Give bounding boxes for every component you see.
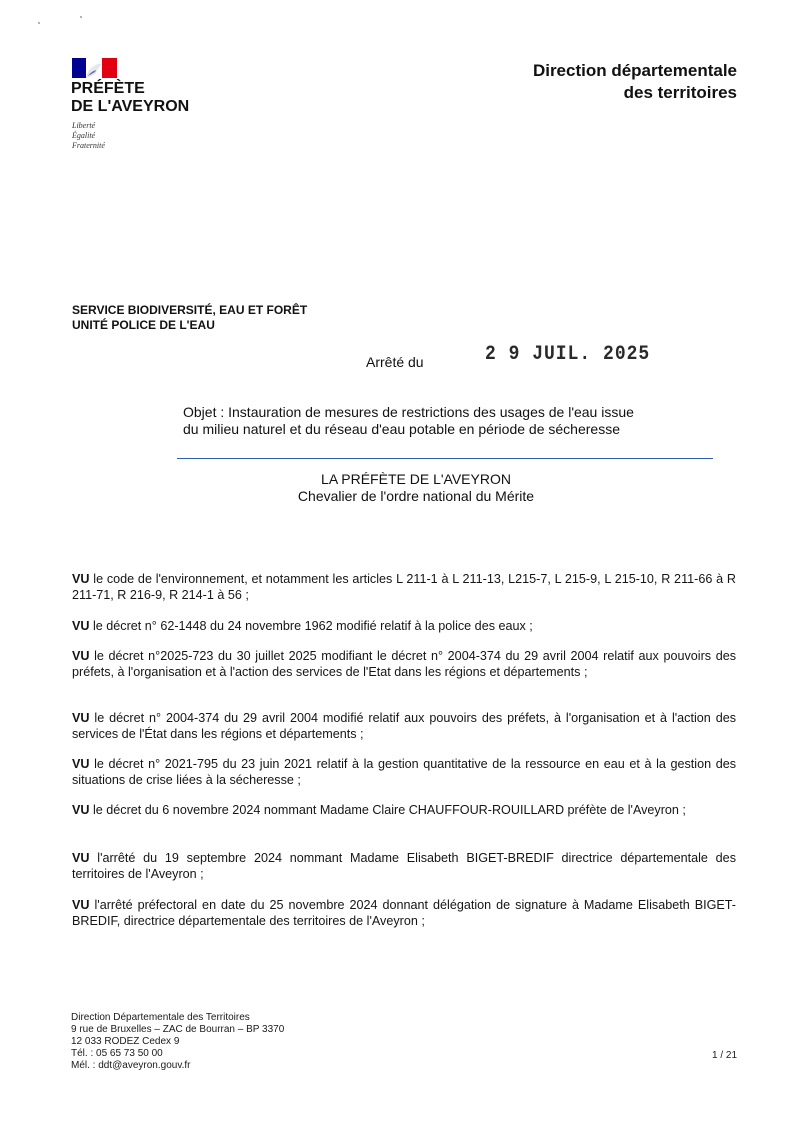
visa-keyword: VU [72, 619, 90, 633]
direction-line2: des territoires [623, 83, 737, 102]
visa-text: le décret n° 62-1448 du 24 novembre 1962 modifié relatif à la police des eaux ; [89, 619, 533, 633]
visa-text: le décret n° 2004-374 du 29 avril 2004 modifié relatif aux pouvoirs des préfets, à l'organisation et à l'action des services de l'État dans les régions et départements ; [72, 711, 736, 741]
direction-heading [533, 60, 737, 104]
prefete-subtitle: Chevalier de l'ordre national du Mérite [297, 488, 535, 504]
visa-item [72, 802, 736, 818]
visa-item [72, 710, 736, 742]
prefete-block [230, 471, 602, 505]
visa-text: l'arrêté préfectoral en date du 25 novembre 2024 donnant délégation de signature à Madame Elisabeth BIGET-BREDIF, directrice départementale des territoires de l'Aveyron ; [72, 898, 736, 928]
prefecture-name-line2: DE L'AVEYRON [71, 98, 190, 115]
motto-fraternite: Fraternité [72, 141, 105, 150]
visa-text: le décret du 6 novembre 2024 nommant Madame Claire CHAUFFOUR-ROUILLARD préfète de l'Aveyron ; [89, 803, 686, 817]
footer-phone: Tél. : 05 65 73 50 00 [71, 1048, 163, 1059]
prefecture-name-line1: PRÉFÈTE [71, 80, 145, 97]
footer-line1: Direction Départementale des Territoires [71, 1012, 250, 1023]
motto-egalite: Égalité [72, 131, 96, 140]
service-line1: SERVICE BIODIVERSITÉ, EAU ET FORÊT [72, 303, 308, 317]
separator-rule [177, 458, 713, 459]
visa-keyword: VU [72, 898, 90, 912]
visa-keyword: VU [72, 757, 90, 771]
marianne-logo [72, 58, 117, 78]
footer-address [71, 1012, 284, 1072]
visa-keyword: VU [72, 649, 90, 663]
objet-line1: Objet : Instauration de mesures de restrictions des usages de l'eau issue [183, 404, 634, 420]
motto-liberte: Liberté [72, 121, 96, 130]
visa-item [72, 897, 736, 929]
visa-keyword: VU [72, 572, 90, 586]
footer-line2: 9 rue de Bruxelles – ZAC de Bourran – BP 3370 [71, 1024, 285, 1035]
arrete-label: Arrêté du [366, 354, 424, 370]
visa-item [72, 756, 736, 788]
scan-specks [38, 14, 98, 26]
visa-text: l'arrêté du 19 septembre 2024 nommant Madame Elisabeth BIGET-BREDIF directrice départementale des territoires de l'Aveyron ; [72, 851, 736, 881]
visa-text: le décret n° 2021-795 du 23 juin 2021 relatif à la gestion quantitative de la ressource en eau et à la gestion des situations de crise liées à la sécheresse ; [72, 757, 736, 787]
visa-keyword: VU [72, 803, 90, 817]
visa-keyword: VU [72, 711, 90, 725]
direction-line1: Direction départementale [532, 61, 737, 80]
visa-item [72, 648, 736, 680]
page-number: 1 / 21 [712, 1050, 738, 1061]
prefete-title: LA PRÉFÈTE DE L'AVEYRON [321, 471, 511, 487]
footer-line3: 12 033 RODEZ Cedex 9 [71, 1036, 180, 1047]
republic-motto [72, 121, 105, 151]
footer-email: Mél. : ddt@aveyron.gouv.fr [71, 1060, 191, 1071]
prefecture-name [71, 80, 189, 116]
visa-keyword: VU [72, 851, 90, 865]
objet-block [183, 404, 743, 438]
service-heading [72, 303, 307, 333]
arrete-date-stamp: 2 9 JUIL. 2025 [485, 343, 651, 366]
visa-item [72, 618, 736, 634]
visa-text: le décret n°2025-723 du 30 juillet 2025 modifiant le décret n° 2004-374 du 29 avril 2004 relatif aux pouvoirs des préfets, à l'organisation et à l'action des services de l'Etat dans les régions et départements ; [72, 649, 736, 679]
service-line2: UNITÉ POLICE DE L'EAU [72, 318, 215, 332]
objet-line2: du milieu naturel et du réseau d'eau potable en période de sécheresse [183, 421, 620, 437]
visa-item [72, 850, 736, 882]
visa-text: le code de l'environnement, et notamment les articles L 211-1 à L 211-13, L215-7, L 215-9, L 215-10, R 211-66 à R 211-71, R 216-9, R 214-1 à 56 ; [72, 572, 736, 602]
visa-item [72, 571, 736, 603]
